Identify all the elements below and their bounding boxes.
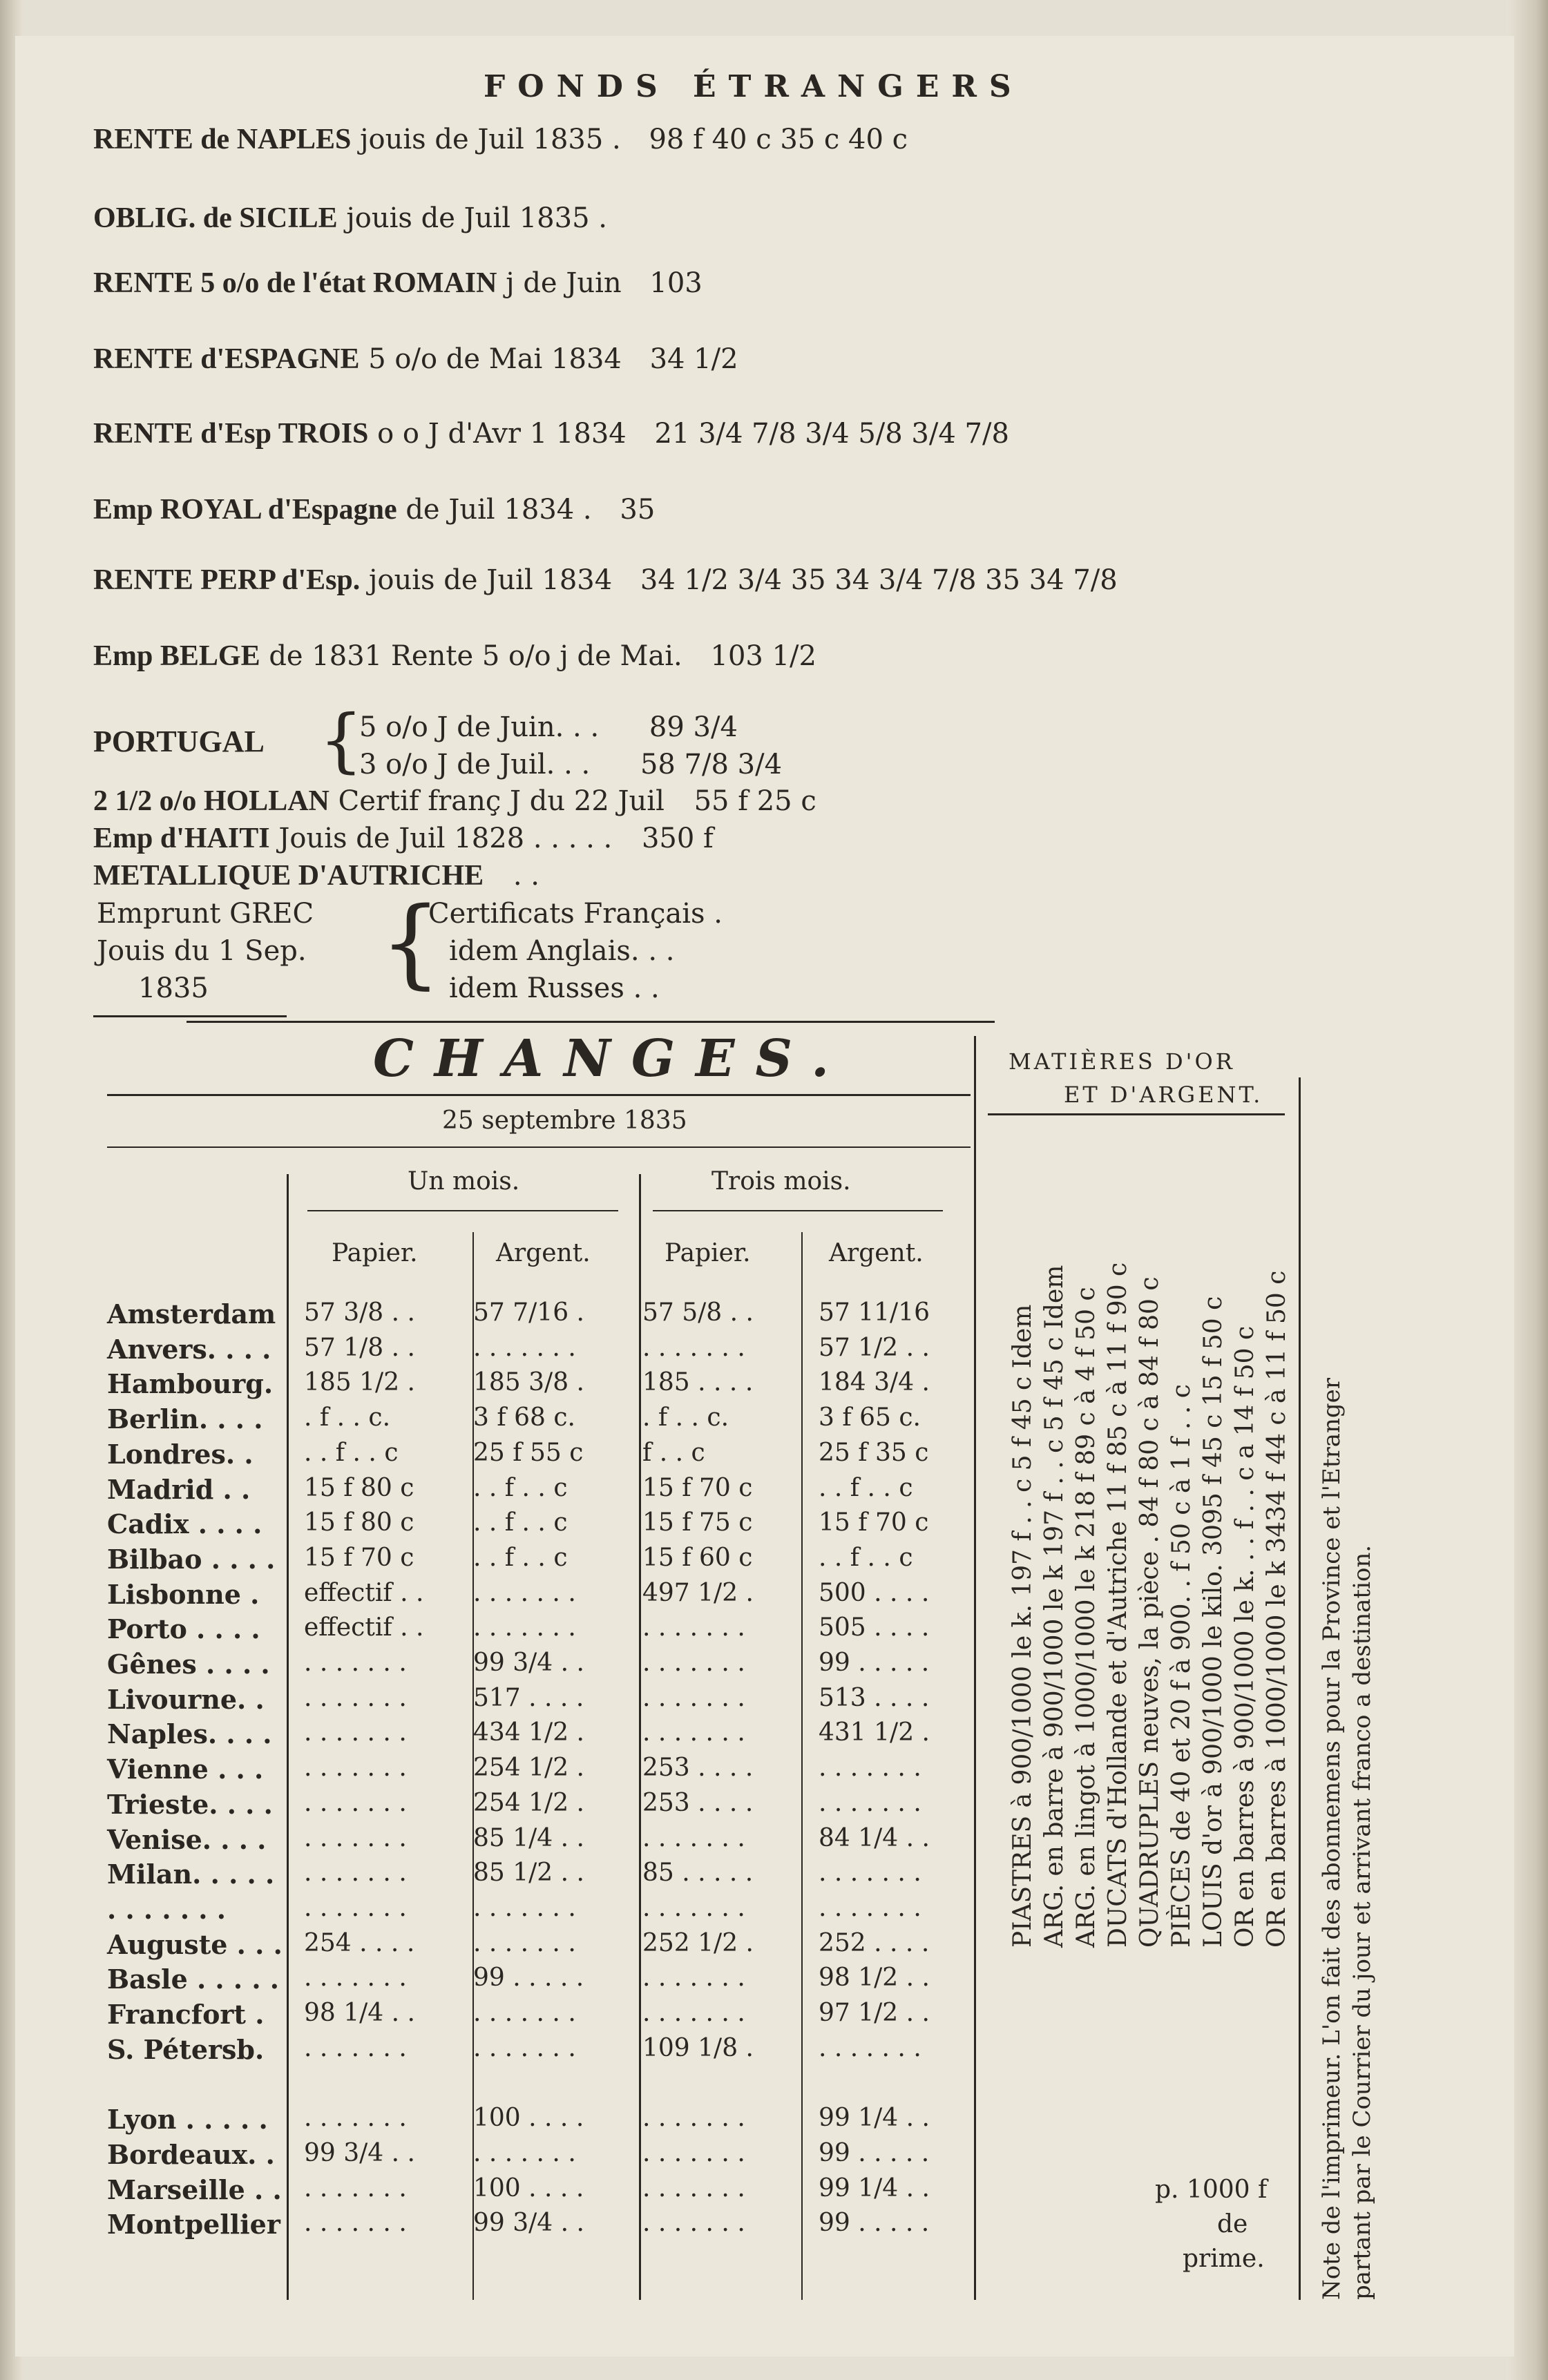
fonds-label: RENTE 5 o/o de l'état ROMAIN [93, 267, 497, 299]
rate-cell: . . . . . . . [304, 2033, 407, 2062]
rate-cell: . . f . . c [473, 1473, 568, 1502]
portugal-value: 89 3/4 [649, 711, 738, 743]
grec-line1: Emprunt GREC [97, 898, 314, 930]
matieres-title: ET D'ARGENT. [1064, 1082, 1263, 1108]
rate-cell: . . . . . . . [642, 2209, 745, 2238]
side-note: partant par le Courrier du jour et arrivant franco a destination. [1348, 1544, 1376, 2300]
page-title: FONDS ÉTRANGERS [484, 69, 1024, 104]
rate-cell: . . . . . . . [819, 2033, 921, 2062]
rate-cell: 99 . . . . . [819, 2138, 930, 2167]
table-rule [974, 1036, 976, 2300]
divider [93, 1015, 287, 1017]
brace: { [319, 700, 363, 780]
portugal-row [359, 711, 738, 743]
table-row [107, 1508, 964, 1544]
table-row [107, 1298, 964, 1334]
rate-cell: 505 . . . . [819, 1613, 930, 1642]
fonds-row [93, 123, 908, 156]
haiti-row [93, 822, 714, 855]
rate-cell: 513 . . . . [819, 1683, 930, 1712]
rate-cell: 57 11/16 [819, 1298, 930, 1327]
rate-cell: 97 1/2 . . [819, 1999, 930, 2027]
table-row [107, 1999, 964, 2034]
changes-date: 25 septembre 1835 [442, 1106, 687, 1135]
rate-cell: . . . . . . . [642, 2104, 745, 2133]
fonds-label: OBLIG. de SICILE [93, 202, 338, 234]
table-row [107, 1789, 964, 1824]
rate-cell: . . . . . . . [642, 1683, 745, 1712]
rate-cell: . . . . . . . [642, 1718, 745, 1747]
matieres-line: LOUIS d'or à 900/1000 le kilo. 3095 f 45 c 15 f 50 c [1199, 1296, 1227, 1948]
rate-cell: . f . . c. [304, 1403, 391, 1432]
fonds-detail: de Juil 1834 . [405, 494, 592, 526]
group-un-mois: Un mois. [408, 1167, 520, 1196]
rate-cell: 254 1/2 . [473, 1754, 584, 1783]
table-row [107, 2034, 964, 2069]
table-row [107, 2174, 964, 2209]
fonds-label: RENTE PERP d'Esp. [93, 564, 361, 596]
rate-cell: . . . . . . . [304, 2104, 407, 2133]
rate-cell: 252 1/2 . [642, 1928, 754, 1957]
city-name: Lyon . . . . . [107, 2104, 268, 2136]
rate-cell: . . . . . . . [473, 1578, 576, 1607]
fonds-value: 21 3/4 7/8 3/4 5/8 3/4 7/8 [654, 418, 1009, 450]
hollande-value: 55 f 25 c [694, 785, 816, 817]
city-name: Lisbonne . [107, 1578, 260, 1610]
rate-cell: 254 . . . . [304, 1928, 415, 1957]
rate-cell: . f . . c. [642, 1403, 729, 1432]
rate-cell: 85 1/2 . . [473, 1859, 584, 1888]
rate-cell: 15 f 80 c [304, 1473, 414, 1502]
rate-cell: 99 . . . . . [473, 1964, 584, 1993]
city-name: Amsterdam [107, 1298, 276, 1330]
table-row [107, 2209, 964, 2244]
col-papier: Papier. [332, 1239, 418, 1267]
fonds-label: Emp ROYAL d'Espagne [93, 494, 397, 526]
city-name: Auguste . . . [107, 1928, 283, 1960]
city-name: Montpellier [107, 2209, 280, 2240]
hollande-row [93, 785, 816, 818]
city-name: Bilbao . . . . [107, 1543, 276, 1575]
table-row [107, 1718, 964, 1754]
haiti-detail: Jouis de Juil 1828 . . . . . [278, 823, 613, 854]
rate-cell: . . . . . . . [642, 1964, 745, 1993]
city-name: Trieste. . . . [107, 1788, 273, 1820]
matieres-title: MATIÈRES D'OR [1009, 1048, 1235, 1075]
rate-cell: 15 f 70 c [819, 1508, 929, 1537]
city-name: Naples. . . . [107, 1718, 272, 1750]
fonds-row [93, 343, 738, 376]
rate-cell: . . . . . . . [473, 1333, 576, 1362]
rate-cell: . . . . . . . [473, 1893, 576, 1922]
rate-cell: 98 1/4 . . [304, 1999, 415, 2027]
rate-cell: 57 1/8 . . [304, 1333, 415, 1362]
city-name: S. Pétersb. [107, 2033, 265, 2065]
city-name: Hambourg. [107, 1368, 274, 1400]
fonds-label: RENTE de NAPLES [93, 124, 352, 155]
rate-cell: . . . . . . . [819, 1754, 921, 1783]
rate-cell: 253 . . . . [642, 1754, 754, 1783]
rate-cell: 99 1/4 . . [819, 2104, 930, 2133]
portugal-row [359, 749, 782, 780]
fonds-value: 103 1/2 [710, 640, 816, 672]
rate-cell: . . f . . c [473, 1508, 568, 1537]
portugal-detail: 3 o/o J de Juil. . . [359, 749, 591, 780]
rate-cell: . . . . . . . [642, 2173, 745, 2203]
rate-cell: . . . . . . . [304, 1754, 407, 1783]
rate-cell: 517 . . . . [473, 1683, 584, 1712]
fonds-row [93, 202, 607, 235]
table-row [107, 1824, 964, 1859]
rate-cell: . . f . . c [819, 1473, 913, 1502]
rate-cell: . . . . . . . [642, 1613, 745, 1642]
city-name: Basle . . . . . [107, 1964, 280, 1995]
fonds-value: 103 [649, 267, 703, 299]
rate-cell: 57 1/2 . . [819, 1333, 930, 1362]
rate-cell: 99 3/4 . . [304, 2138, 415, 2167]
haiti-label: Emp d'HAITI [93, 823, 270, 854]
rate-cell: 497 1/2 . [642, 1578, 754, 1607]
grec-item: Certificats Français . [428, 898, 723, 930]
grec-line3: 1835 [138, 972, 209, 1004]
changes-title: CHANGES. [373, 1029, 850, 1088]
fonds-detail: o o J d'Avr 1 1834 [377, 418, 627, 450]
table-row [107, 2104, 964, 2139]
fonds-detail: jouis de Juil 1835 . [360, 124, 621, 155]
rate-cell: . . . . . . . [473, 1999, 576, 2027]
rate-cell: 254 1/2 . [473, 1788, 584, 1817]
matieres-line: DUCATS d'Hollande et d'Autriche 11 f 85 c à 11 f 90 c [1104, 1262, 1132, 1948]
matieres-line: PIÈCES de 40 et 20 f à 900. . f 50 c à 1 f . . c [1167, 1384, 1196, 1948]
rate-cell: 15 f 70 c [304, 1543, 414, 1572]
metallique-label: METALLIQUE D'AUTRICHE [93, 860, 484, 892]
haiti-value: 350 f [641, 823, 714, 854]
rate-cell: 500 . . . . [819, 1578, 930, 1607]
rate-cell: 434 1/2 . [473, 1718, 584, 1747]
rate-cell: 15 f 75 c [642, 1508, 753, 1537]
rate-cell: 109 1/8 . [642, 2033, 754, 2062]
fonds-value: 35 [620, 494, 656, 526]
rate-cell: . . f . . c [819, 1543, 913, 1572]
rate-cell: effectif . . [304, 1613, 424, 1642]
rate-cell: . . . . . . . [304, 2209, 407, 2238]
rate-cell: . . f . . c [304, 1438, 399, 1467]
rate-cell: 84 1/4 . . [819, 1823, 930, 1852]
table-row [107, 1649, 964, 1684]
fonds-detail: 5 o/o de Mai 1834 [368, 343, 622, 375]
city-name: Venise. . . . [107, 1823, 267, 1855]
rate-cell: 431 1/2 . [819, 1718, 930, 1747]
rate-cell: . . . . . . . [473, 1928, 576, 1957]
rate-cell: 185 1/2 . [304, 1368, 415, 1397]
city-name: Gênes . . . . [107, 1649, 270, 1680]
rate-cell: 57 7/16 . [473, 1298, 584, 1327]
table-row [107, 1334, 964, 1369]
divider [187, 1021, 995, 1023]
matieres-line: ARG. en lingot à 1000/1000 le k 218 f 89 c à 4 f 50 c [1072, 1287, 1100, 1948]
fonds-value: 98 f 40 c 35 c 40 c [649, 124, 908, 155]
table-row [107, 2069, 964, 2104]
matieres-line: OR en barres à 1000/1000 le k 3434 f 44 c à 11 f 50 c [1263, 1270, 1291, 1948]
rate-cell: 15 f 70 c [642, 1473, 753, 1502]
rate-cell: . . . . . . . [642, 1893, 745, 1922]
rate-cell: 3 f 65 c. [819, 1403, 921, 1432]
rate-cell: 98 1/2 . . [819, 1964, 930, 1993]
city-name: Vienne . . . [107, 1754, 264, 1785]
fonds-detail: jouis de Juil 1835 . [346, 202, 607, 234]
city-name: Berlin. . . . [107, 1403, 263, 1435]
rate-cell: 25 f 35 c [819, 1438, 929, 1467]
rate-cell: 15 f 80 c [304, 1508, 414, 1537]
metallique-row [93, 859, 539, 892]
city-name: Cadix . . . . [107, 1508, 262, 1540]
rate-cell: . . . . . . . [304, 2173, 407, 2203]
rate-cell: . . . . . . . [304, 1893, 407, 1922]
table-row [107, 1859, 964, 1894]
rate-cell: . . f . . c [473, 1543, 568, 1572]
rate-cell: . . . . . . . [819, 1788, 921, 1817]
rate-cell: . . . . . . . [473, 2138, 576, 2167]
city-name: Londres. . [107, 1438, 254, 1470]
rate-cell: . . . . . . . [642, 1823, 745, 1852]
portugal-label: PORTUGAL [93, 724, 265, 758]
col-papier: Papier. [665, 1239, 751, 1267]
group-trois-mois: Trois mois. [711, 1167, 851, 1196]
divider [107, 1094, 971, 1096]
city-name: Anvers. . . . [107, 1333, 271, 1365]
rate-cell: 15 f 60 c [642, 1543, 753, 1572]
rate-cell: 184 3/4 . [819, 1368, 930, 1397]
grec-item: idem Russes . . [449, 972, 660, 1004]
rate-cell: . . . . . . . [304, 1683, 407, 1712]
rate-cell: . . . . . . . [819, 1859, 921, 1888]
rate-cell: . . . . . . . [642, 1649, 745, 1677]
rate-cell: 57 5/8 . . [642, 1298, 754, 1327]
table-row [107, 1684, 964, 1719]
matieres-line: PIASTRES à 900/1000 le k. 197 f . . c 5 f 45 c Idem [1009, 1304, 1037, 1948]
table-row [107, 1929, 964, 1964]
rate-cell: 100 . . . . [473, 2173, 584, 2203]
rate-cell: 185 . . . . [642, 1368, 754, 1397]
fonds-row [93, 267, 703, 300]
rate-cell: . . . . . . . [304, 1823, 407, 1852]
fonds-value: 34 1/2 [649, 343, 738, 375]
hollande-detail: Certif franç J du 22 Juil [338, 785, 665, 817]
side-note: Note de l'imprimeur. L'on fait des abonnemens pour la Province et l'Etranger [1318, 1377, 1346, 2300]
rate-cell: effectif . . [304, 1578, 424, 1607]
rate-cell: 99 3/4 . . [473, 2209, 584, 2238]
fonds-row [93, 493, 655, 526]
fonds-label: RENTE d'ESPAGNE [93, 343, 360, 375]
fonds-detail: jouis de Juil 1834 [369, 564, 613, 596]
rate-cell: . . . . . . . [819, 1893, 921, 1922]
grec-line2: Jouis du 1 Sep. [97, 935, 307, 967]
rate-cell: 3 f 68 c. [473, 1403, 575, 1432]
brace: { [380, 887, 442, 999]
group-rule [653, 1210, 943, 1211]
fonds-row [93, 640, 816, 673]
city-name: Livourne. . [107, 1683, 265, 1715]
rate-cell: f . . c [642, 1438, 705, 1467]
divider [107, 1146, 971, 1148]
col-argent: Argent. [496, 1239, 591, 1267]
rate-cell: . . . . . . . [304, 1649, 407, 1677]
rate-cell: . . . . . . . [642, 1333, 745, 1362]
table-row [107, 1474, 964, 1509]
matieres-line: ARG. en barre à 900/1000 le k 197 f . . c 5 f 45 c Idem [1040, 1265, 1069, 1948]
prime-label: de [1217, 2210, 1248, 2238]
hollande-label: 2 1/2 o/o HOLLAN [93, 785, 329, 817]
rate-cell: 100 . . . . [473, 2104, 584, 2133]
fonds-label: RENTE d'Esp TROIS [93, 418, 369, 450]
rate-cell: . . . . . . . [304, 1964, 407, 1993]
rate-cell: 99 . . . . . [819, 2209, 930, 2238]
table-row [107, 1439, 964, 1474]
table-row [107, 1613, 964, 1649]
portugal-detail: 5 o/o J de Juin. . . [359, 711, 600, 743]
city-name: Milan. . . . . [107, 1859, 275, 1890]
table-rule [1299, 1077, 1301, 2300]
city-name: Bordeaux. . [107, 2138, 275, 2170]
matieres-line: OR en barres à 900/1000 le k. . . f . . c a 14 f 50 c [1231, 1325, 1259, 1948]
table-row [107, 1368, 964, 1403]
fonds-row [93, 417, 1009, 450]
divider [988, 1113, 1285, 1115]
prime-label: p. 1000 f [1155, 2176, 1268, 2204]
rate-cell: . . . . . . . [473, 1613, 576, 1642]
table-row [107, 2139, 964, 2174]
table-row [107, 1894, 964, 1929]
metallique-detail: . . [513, 860, 540, 892]
grec-item: idem Anglais. . . [449, 935, 675, 967]
fonds-row [93, 564, 1118, 597]
rate-cell: . . . . . . . [304, 1859, 407, 1888]
rate-cell: 252 . . . . [819, 1928, 930, 1957]
fonds-detail: de 1831 Rente 5 o/o j de Mai. [269, 640, 682, 672]
city-name: Porto . . . . [107, 1613, 260, 1645]
fonds-value: 34 1/2 3/4 35 34 3/4 7/8 35 34 7/8 [640, 564, 1118, 596]
rate-cell: 99 1/4 . . [819, 2173, 930, 2203]
table-row [107, 1544, 964, 1579]
rate-cell: 85 . . . . . [642, 1859, 754, 1888]
city-name: Marseille . . [107, 2173, 282, 2205]
col-argent: Argent. [829, 1239, 924, 1267]
rate-cell: . . . . . . . [304, 1718, 407, 1747]
rate-cell: 25 f 55 c [473, 1438, 584, 1467]
city-name: Madrid . . [107, 1473, 251, 1505]
rate-cell: 57 3/8 . . [304, 1298, 415, 1327]
table-row [107, 1964, 964, 1999]
rate-cell: . . . . . . . [304, 1788, 407, 1817]
rate-cell: . . . . . . . [473, 2033, 576, 2062]
fonds-detail: j de Juin [506, 267, 622, 299]
rate-cell: 253 . . . . [642, 1788, 754, 1817]
rate-cell: 85 1/4 . . [473, 1823, 584, 1852]
rate-cell: . . . . . . . [642, 2138, 745, 2167]
rate-cell: 99 3/4 . . [473, 1649, 584, 1677]
rate-cell: 99 . . . . . [819, 1649, 930, 1677]
table-row [107, 1403, 964, 1439]
prime-label: prime. [1183, 2245, 1265, 2273]
fonds-label: Emp BELGE [93, 640, 260, 672]
table-row [107, 1579, 964, 1614]
city-name: Francfort . [107, 1999, 265, 2030]
city-name: . . . . . . . [107, 1893, 226, 1925]
rate-cell: . . . . . . . [642, 1999, 745, 2027]
rate-cell: 185 3/8 . [473, 1368, 584, 1397]
group-rule [307, 1210, 618, 1211]
matieres-line: QUADRUPLES neuves, la pièce . 84 f 80 c à 84 f 80 c [1136, 1276, 1164, 1948]
portugal-value: 58 7/8 3/4 [640, 749, 783, 780]
table-row [107, 1754, 964, 1789]
